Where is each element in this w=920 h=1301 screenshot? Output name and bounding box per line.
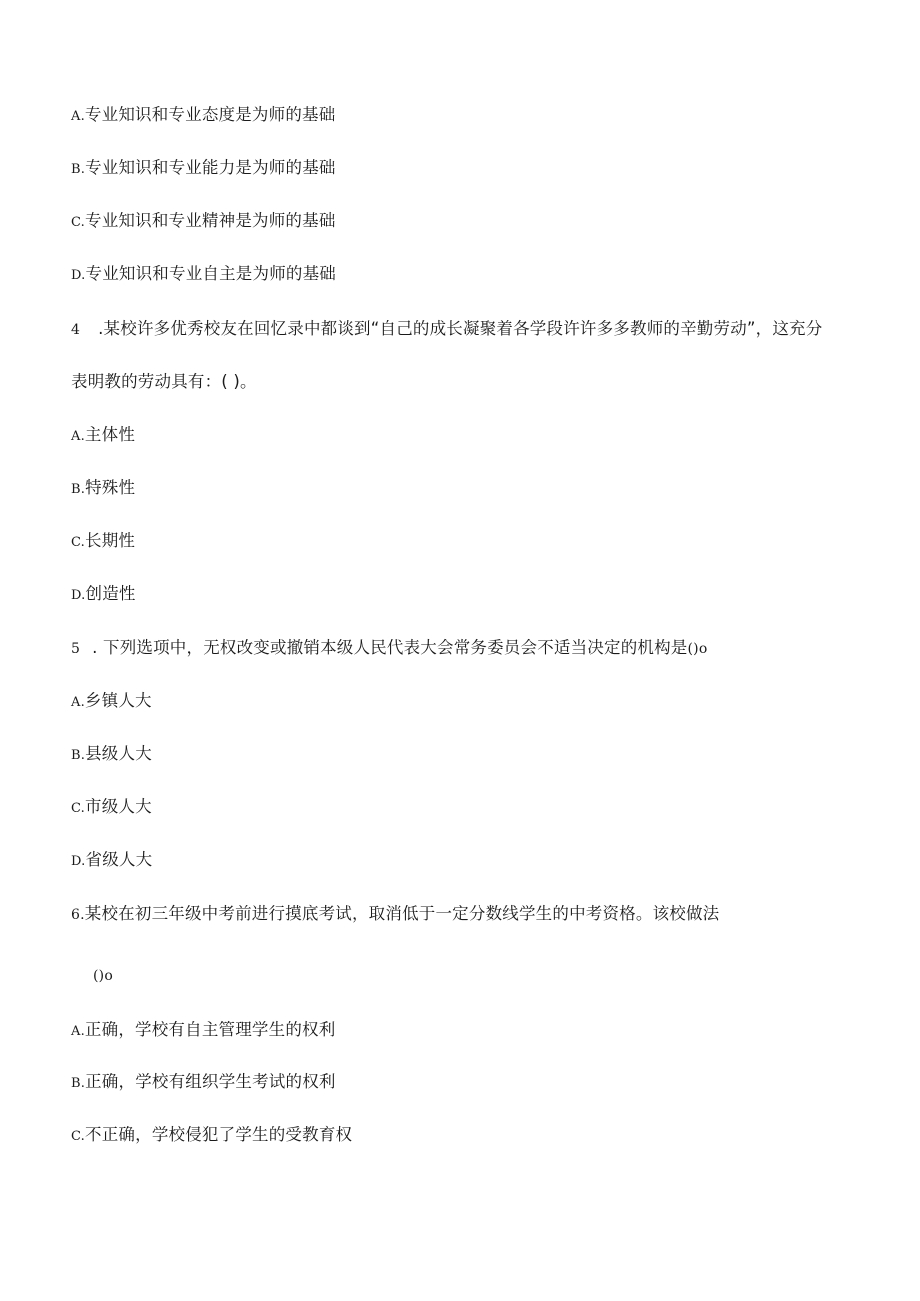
- q6-answer-blank: ()o: [93, 968, 113, 984]
- answer-blank: ()o: [687, 641, 708, 657]
- option-text: 创造性: [85, 584, 136, 603]
- q4-option-b: [71, 478, 135, 500]
- q5-option-c: [71, 797, 152, 819]
- option-letter: C.: [71, 535, 86, 550]
- question-text-continued: 表明教的劳动具有：( )。: [71, 372, 257, 391]
- option-letter: B.: [71, 482, 86, 497]
- q3-option-c: [71, 211, 336, 233]
- q4-stem-line1: [71, 319, 822, 340]
- option-text: 主体性: [84, 425, 136, 444]
- question-number: 4: [71, 322, 81, 338]
- option-text: 不正确，学校侵犯了学生的受教育权: [85, 1125, 353, 1144]
- option-letter: D.: [71, 268, 86, 283]
- option-letter: D.: [71, 588, 86, 603]
- option-letter: C.: [71, 215, 86, 230]
- option-text: 长期性: [85, 531, 136, 550]
- q4-option-c: [71, 531, 135, 553]
- option-text: 特殊性: [85, 478, 136, 497]
- q3-option-a: [71, 105, 335, 127]
- option-text: 专业知识和专业自主是为师的基础: [85, 264, 336, 283]
- q4-option-d: [71, 584, 136, 606]
- option-letter: C.: [71, 801, 86, 816]
- option-letter: A.: [71, 1024, 85, 1039]
- option-letter: A.: [71, 695, 85, 710]
- question-number: 6.: [71, 907, 85, 923]
- q5-option-b: [71, 744, 152, 766]
- q3-option-b: [71, 158, 336, 180]
- q6-option-a: [71, 1020, 335, 1042]
- q6-option-c: [71, 1125, 352, 1147]
- option-letter: A.: [71, 429, 85, 444]
- question-text: 某校在初三年级中考前进行摸底考试，取消低于一定分数线学生的中考资格。该校做法: [84, 904, 720, 923]
- option-letter: A.: [71, 109, 85, 124]
- option-text: 正确，学校有组织学生考试的权利: [85, 1072, 336, 1091]
- q6-stem: [71, 904, 719, 925]
- option-letter: B.: [71, 748, 86, 763]
- q5-option-a: [71, 691, 152, 713]
- q3-option-d: [71, 264, 336, 286]
- q4-option-a: [71, 425, 135, 447]
- option-letter: C.: [71, 1129, 86, 1144]
- option-text: 专业知识和专业能力是为师的基础: [85, 158, 336, 177]
- question-number: 5: [71, 641, 81, 657]
- q5-stem: [71, 638, 707, 659]
- option-text: 市级人大: [85, 797, 152, 816]
- option-letter: D.: [71, 854, 86, 869]
- q5-option-d: [71, 850, 152, 872]
- option-text: 乡镇人大: [84, 691, 152, 710]
- q4-stem-line2: [71, 372, 257, 392]
- question-text: .某校许多优秀校友在回忆录中都谈到“自己的成长凝聚着各学段许许多多教师的辛勤劳动”，这充分: [98, 319, 823, 338]
- option-text: 省级人大: [85, 850, 153, 869]
- q6-option-b: [71, 1072, 336, 1094]
- option-text: 专业知识和专业态度是为师的基础: [84, 105, 336, 124]
- option-letter: B.: [71, 1076, 86, 1091]
- option-letter: B.: [71, 162, 86, 177]
- option-text: 县级人大: [85, 744, 152, 763]
- question-text: . 下列选项中，无权改变或撤销本级人民代表大会常务委员会不适当决定的机构是: [92, 638, 688, 657]
- option-text: 专业知识和专业精神是为师的基础: [85, 211, 336, 230]
- option-text: 正确，学校有自主管理学生的权利: [84, 1020, 336, 1039]
